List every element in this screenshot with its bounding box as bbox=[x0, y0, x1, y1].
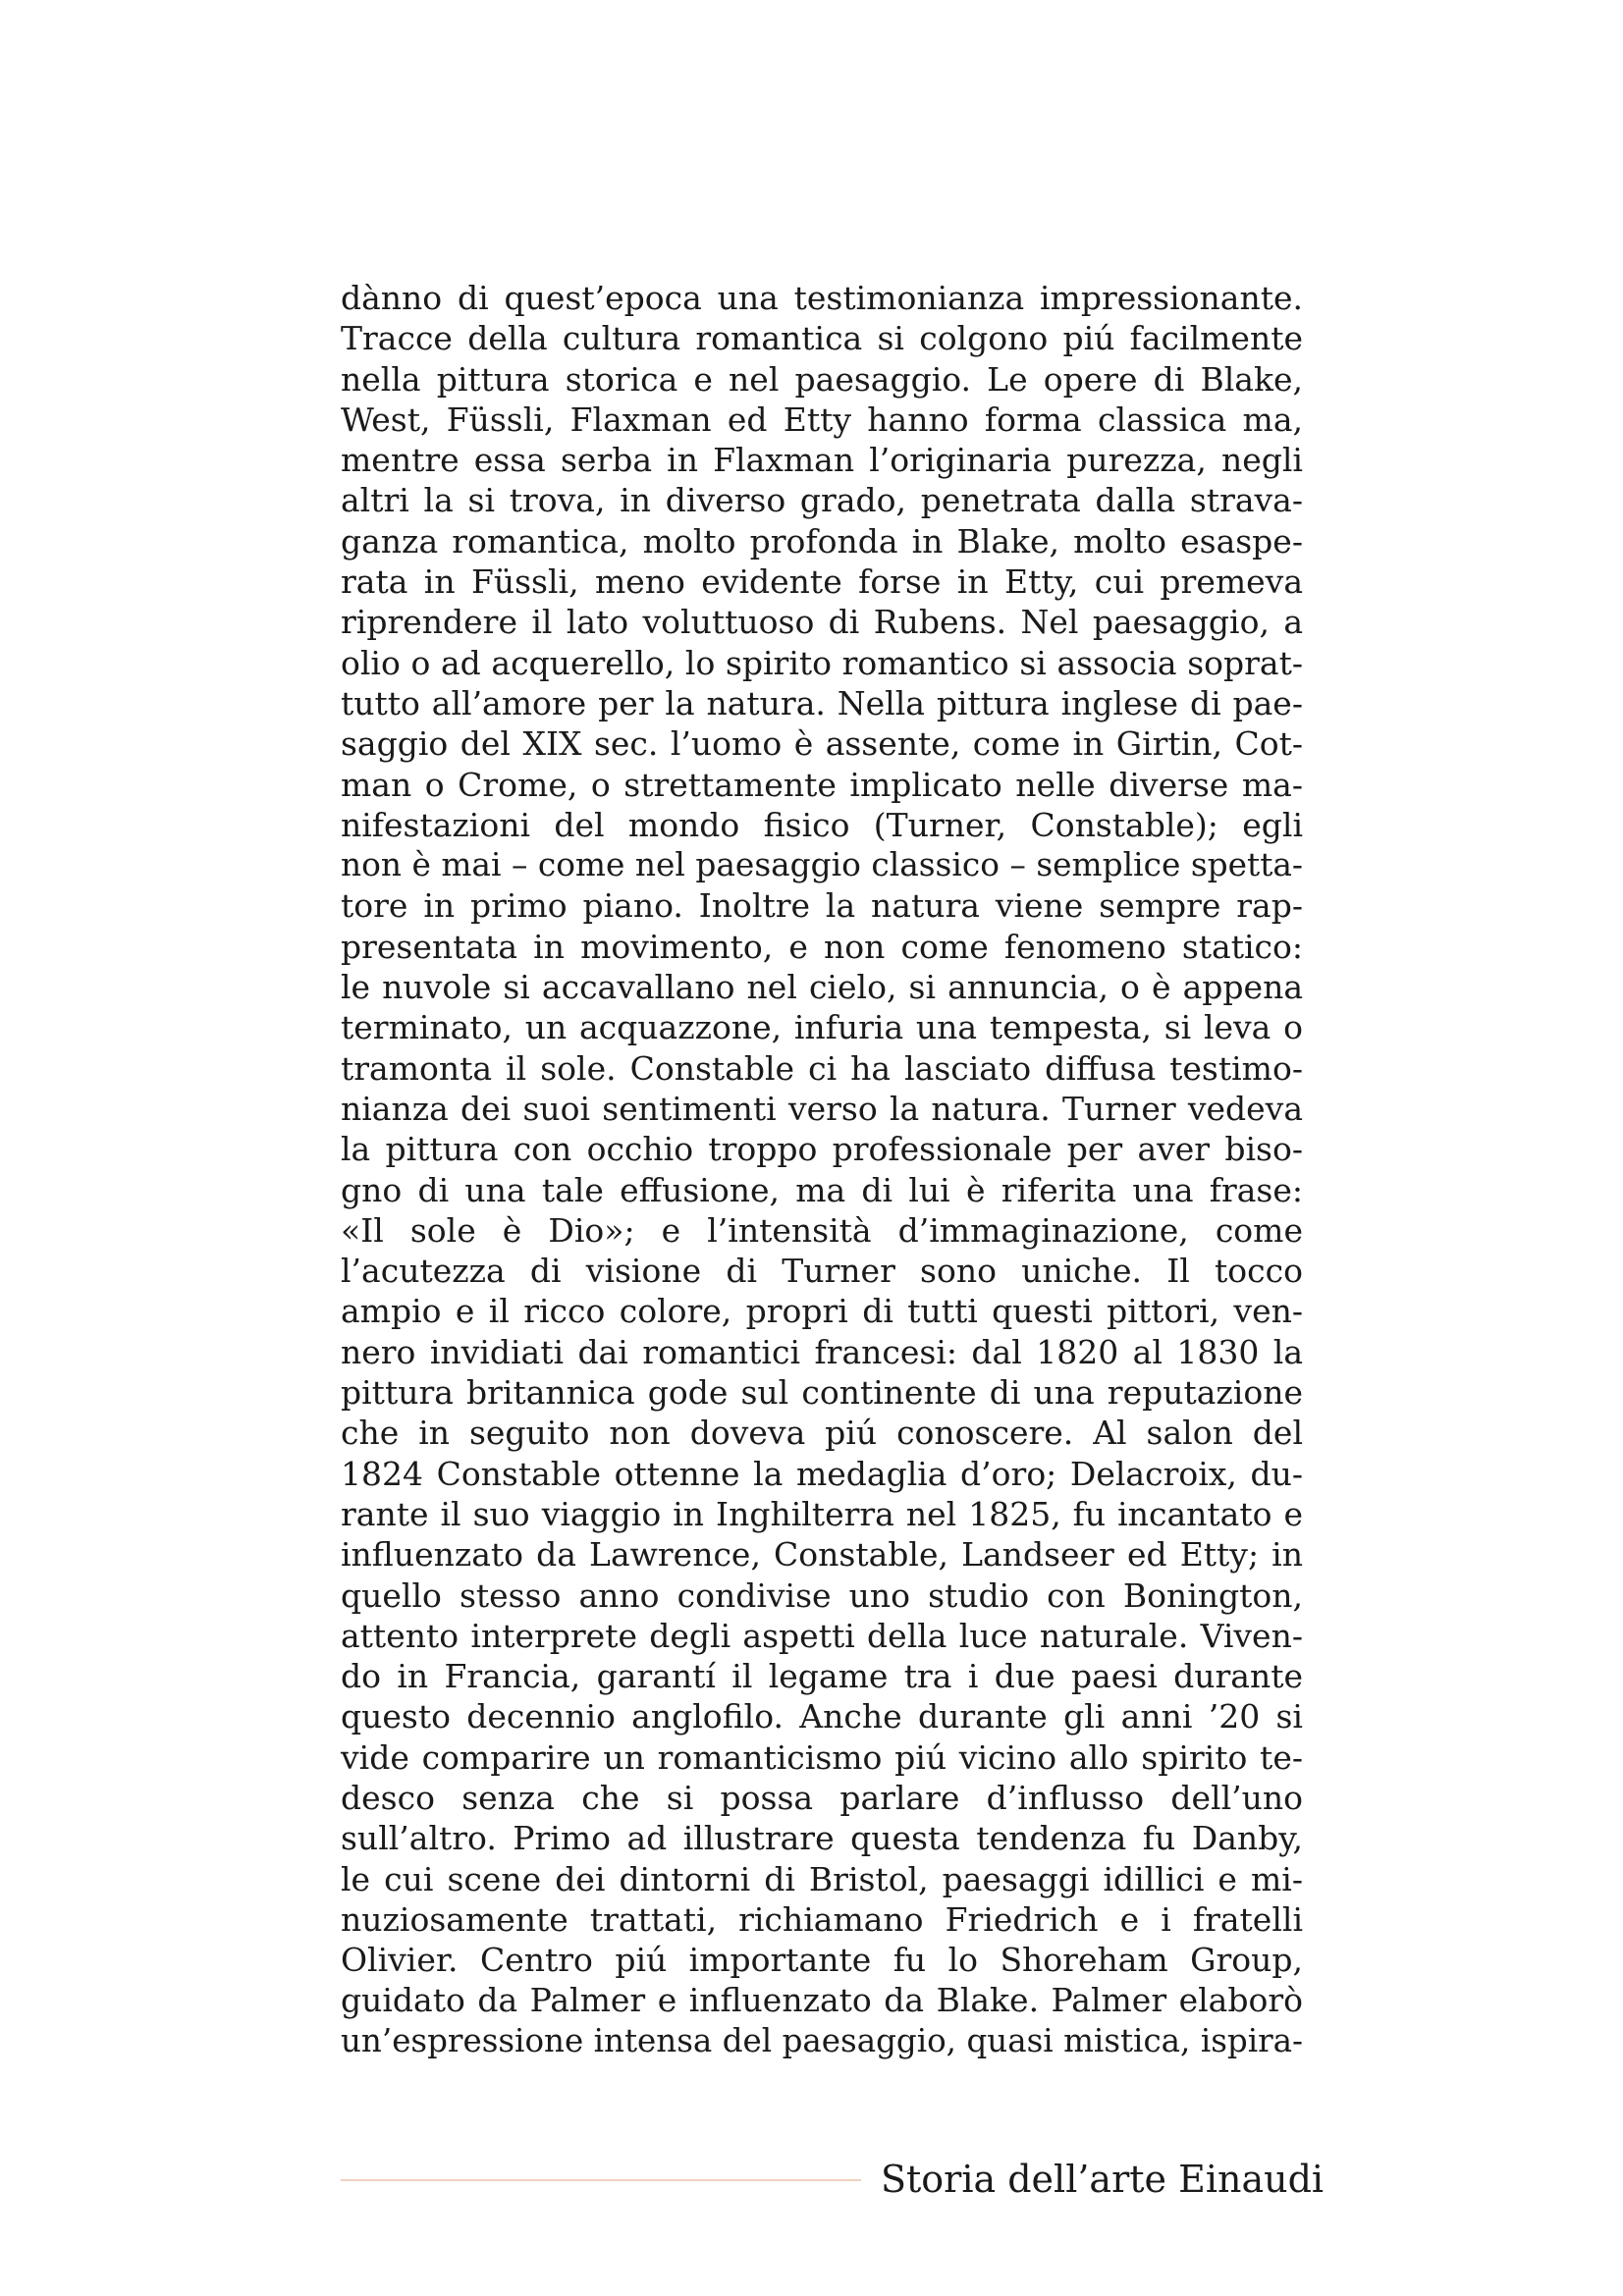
text-line: ganza romantica, molto profonda in Blake, molto esaspe- bbox=[341, 521, 1303, 561]
text-line: altri la si trova, in diverso grado, penetrata dalla strava- bbox=[341, 481, 1303, 520]
text-line: ampio e il ricco colore, propri di tutti questi pittori, ven- bbox=[341, 1292, 1303, 1331]
text-line: desco senza che si possa parlare d’influsso dell’uno bbox=[341, 1778, 1303, 1817]
text-line: «Il sole è Dio»; e l’intensità d’immaginazione, come bbox=[341, 1210, 1303, 1250]
text-line: che in seguito non doveva piú conoscere. Al salon del bbox=[341, 1414, 1303, 1453]
text-line: pittura britannica gode sul continente di una reputazione bbox=[341, 1373, 1303, 1413]
text-line: nifestazioni del mondo fisico (Turner, Constable); egli bbox=[341, 805, 1303, 844]
text-line: West, Füssli, Flaxman ed Etty hanno forma classica ma, bbox=[341, 400, 1303, 439]
text-line: le nuvole si accavallano nel cielo, si annuncia, o è appena bbox=[341, 968, 1303, 1007]
footer-rule bbox=[341, 2179, 861, 2181]
text-line: rata in Füssli, meno evidente forse in Etty, cui premeva bbox=[341, 562, 1303, 602]
text-line: rante il suo viaggio in Inghilterra nel 1825, fu incantato e bbox=[341, 1494, 1303, 1533]
text-line: la pittura con occhio troppo professionale per aver biso- bbox=[341, 1130, 1303, 1169]
text-line: nella pittura storica e nel paesaggio. Le opere di Blake, bbox=[341, 359, 1303, 399]
text-line: mentre essa serba in Flaxman l’originaria purezza, negli bbox=[341, 441, 1303, 480]
body-text bbox=[341, 278, 1303, 2061]
text-line: quello stesso anno condivise uno studio con Bonington, bbox=[341, 1575, 1303, 1615]
text-line: dànno di quest’epoca una testimonianza impressionante. bbox=[341, 279, 1303, 317]
text-line: guidato da Palmer e influenzato da Blake. Palmer elaborò bbox=[341, 1981, 1303, 2020]
text-line: influenzato da Lawrence, Constable, Landseer ed Etty; in bbox=[341, 1535, 1303, 1575]
text-line: olio o ad acquerello, lo spirito romantico si associa soprat- bbox=[341, 643, 1303, 682]
text-line: nianza dei suoi sentimenti verso la natura. Turner vedeva bbox=[341, 1089, 1303, 1128]
text-line: presentata in movimento, e non come fenomeno statico: bbox=[341, 927, 1303, 966]
text-line: Olivier. Centro piú importante fu lo Shoreham Group, bbox=[341, 1941, 1303, 1980]
text-line: nero invidiati dai romantici francesi: dal 1820 al 1830 la bbox=[341, 1332, 1303, 1371]
text-line: le cui scene dei dintorni di Bristol, paesaggi idillici e mi- bbox=[341, 1859, 1303, 1898]
text-line: vide comparire un romanticismo piú vicino allo spirito te- bbox=[341, 1737, 1303, 1777]
text-line: saggio del XIX sec. l’uomo è assente, come in Girtin, Cot- bbox=[341, 724, 1303, 764]
text-line: Tracce della cultura romantica si colgono piú facilmente bbox=[341, 319, 1303, 358]
text-line: attento interprete degli aspetti della luce naturale. Viven- bbox=[341, 1616, 1303, 1655]
text-line: tore in primo piano. Inoltre la natura viene sempre rap- bbox=[341, 886, 1303, 926]
text-line: tutto all’amore per la natura. Nella pittura inglese di pae- bbox=[341, 683, 1303, 722]
text-line: riprendere il lato voluttuoso di Rubens. Nel paesaggio, a bbox=[341, 603, 1303, 642]
text-line: non è mai – come nel paesaggio classico – semplice spetta- bbox=[341, 846, 1303, 884]
text-line: terminato, un acquazzone, infuria una tempesta, si leva o bbox=[341, 1008, 1303, 1047]
text-line: do in Francia, garantí il legame tra i due paesi durante bbox=[341, 1657, 1303, 1696]
text-line: un’espressione intensa del paesaggio, quasi mistica, ispira- bbox=[341, 2021, 1303, 2059]
text-line: nuziosamente trattati, richiamano Friedrich e i fratelli bbox=[341, 1899, 1303, 1939]
text-line: gno di una tale effusione, ma di lui è riferita una frase: bbox=[341, 1170, 1303, 1209]
text-line: sull’altro. Primo ad illustrare questa tendenza fu Danby, bbox=[341, 1819, 1303, 1858]
text-line: tramonta il sole. Constable ci ha lasciato diffusa testimo- bbox=[341, 1048, 1303, 1088]
text-line: questo decennio anglofilo. Anche durante gli anni ’20 si bbox=[341, 1697, 1303, 1736]
text-line: l’acutezza di visione di Turner sono uniche. Il tocco bbox=[341, 1252, 1303, 1291]
text-line: 1824 Constable ottenne la medaglia d’oro; Delacroix, du- bbox=[341, 1454, 1303, 1493]
footer-title: Storia dell’arte Einaudi bbox=[881, 2158, 1325, 2201]
text-line: man o Crome, o strettamente implicato nelle diverse ma- bbox=[341, 765, 1303, 804]
